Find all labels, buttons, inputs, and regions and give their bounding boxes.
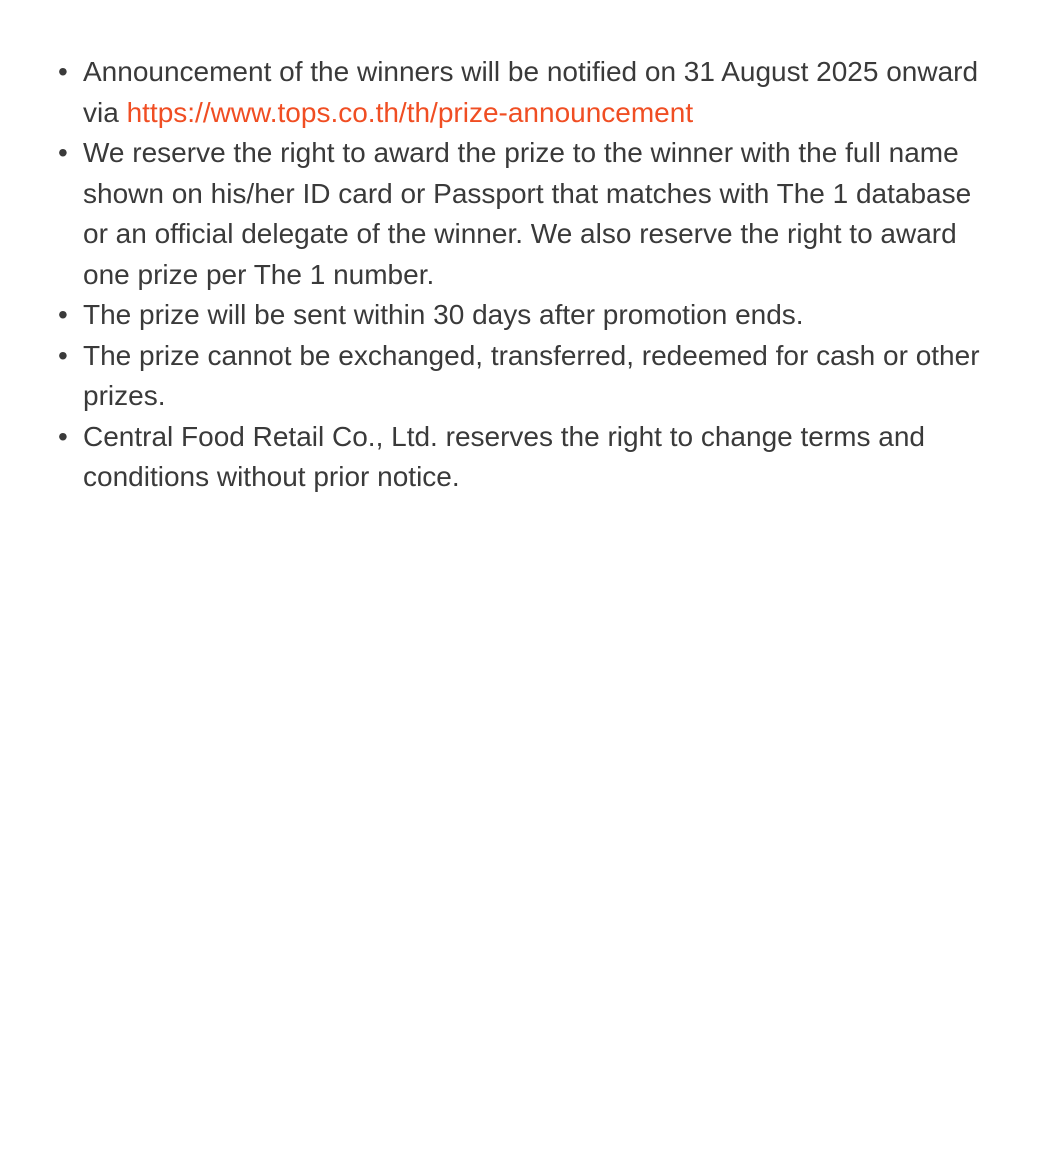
bullet-icon: •	[58, 56, 68, 87]
term-item-delivery	[56, 295, 996, 336]
bullet-icon: •	[58, 339, 68, 371]
term-item-change-terms	[56, 417, 996, 498]
term-text-change-terms: Central Food Retail Co., Ltd. reserves the right to change terms and conditions without prior notice.	[83, 420, 925, 492]
term-text-announcement: Announcement of the winners will be notified on 31 August 2025 onward via	[83, 56, 979, 128]
term-text-award-rights: We reserve the right to award the prize to the winner with the full name shown on his/her ID card or Passport that matches with The 1 database or an official delegate of the winner. We also reserve the right to award one prize per The 1 number.	[83, 137, 972, 290]
term-item-announcement	[56, 52, 996, 133]
term-text-delivery: The prize will be sent within 30 days after promotion ends.	[83, 299, 804, 330]
term-item-no-exchange	[56, 336, 996, 417]
term-item-award-rights	[56, 133, 996, 295]
bullet-icon: •	[58, 137, 68, 168]
terms-and-conditions-list	[56, 52, 996, 498]
prize-announcement-link[interactable]: https://www.tops.co.th/th/prize-announcement	[126, 96, 694, 128]
bullet-icon: •	[58, 299, 68, 330]
bullet-icon: •	[58, 420, 68, 452]
term-text-no-exchange: The prize cannot be exchanged, transferred, redeemed for cash or other prizes.	[83, 339, 980, 411]
